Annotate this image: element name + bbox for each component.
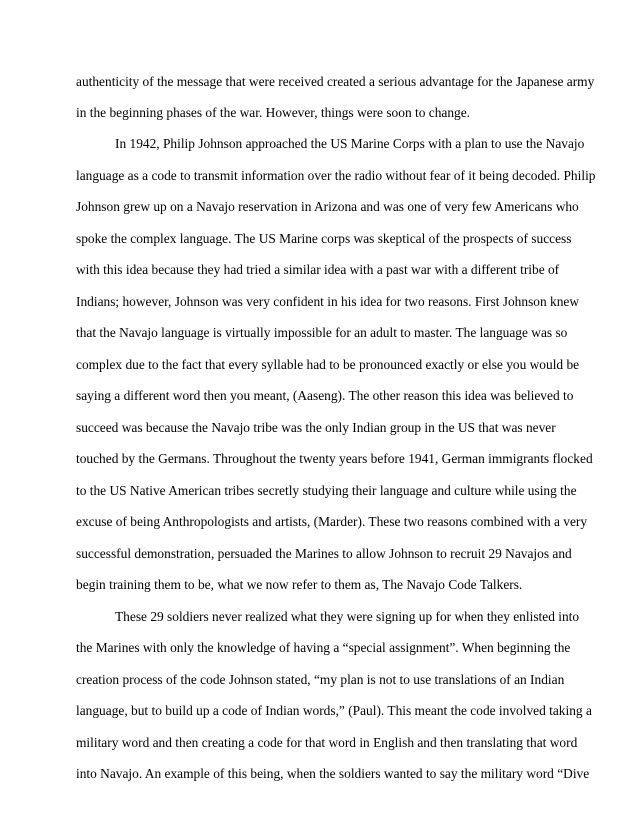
text-line: succeed was because the Navajo tribe was the only Indian group in the US that was never bbox=[76, 420, 556, 435]
text-line: Johnson grew up on a Navajo reservation in Arizona and was one of very few Americans who bbox=[76, 199, 579, 214]
text-line: touched by the Germans. Throughout the twenty years before 1941, German immigrants flocked bbox=[76, 451, 593, 466]
text-line: Indians; however, Johnson was very confident in his idea for two reasons. First Johnson knew bbox=[76, 294, 580, 309]
paragraph-first-line: In 1942, Philip Johnson approached the US Marine Corps with a plan to use the Navajo bbox=[115, 136, 585, 151]
text-line: to the US Native American tribes secretly studying their language and culture while using the bbox=[76, 483, 577, 498]
text-line: authenticity of the message that were received created a serious advantage for the Japanese army bbox=[76, 74, 595, 89]
text-line: the Marines with only the knowledge of having a “special assignment”. When beginning the bbox=[76, 640, 571, 655]
text-line: in the beginning phases of the war. However, things were soon to change. bbox=[76, 105, 471, 120]
text-line: successful demonstration, persuaded the Marines to allow Johnson to recruit 29 Navajos and bbox=[76, 546, 572, 561]
text-line: creation process of the code Johnson stated, “my plan is not to use translations of an Indian bbox=[76, 672, 565, 687]
text-line: into Navajo. An example of this being, when the soldiers wanted to say the military word “Dive bbox=[76, 766, 590, 781]
text-line: excuse of being Anthropologists and artists, (Marder). These two reasons combined with a very bbox=[76, 514, 588, 529]
text-line: language as a code to transmit information over the radio without fear of it being decoded. Philip bbox=[76, 168, 596, 183]
text-line: spoke the complex language. The US Marine corps was skeptical of the prospects of success bbox=[76, 231, 572, 246]
text-line: with this idea because they had tried a similar idea with a past war with a different tribe of bbox=[76, 262, 560, 277]
text-line: military word and then creating a code for that word in English and then translating that word bbox=[76, 735, 578, 750]
text-line: that the Navajo language is virtually impossible for an adult to master. The language was so bbox=[76, 325, 568, 340]
text-line: language, but to build up a code of Indian words,” (Paul). This meant the code involved taking a bbox=[76, 703, 592, 718]
text-line: complex due to the fact that every syllable had to be pronounced exactly or else you would be bbox=[76, 357, 580, 372]
text-line: begin training them to be, what we now refer to them as, The Navajo Code Talkers. bbox=[76, 577, 523, 592]
paragraph-first-line: These 29 soldiers never realized what they were signing up for when they enlisted into bbox=[115, 609, 580, 624]
text-line: saying a different word then you meant, (Aaseng). The other reason this idea was believed to bbox=[76, 388, 574, 403]
